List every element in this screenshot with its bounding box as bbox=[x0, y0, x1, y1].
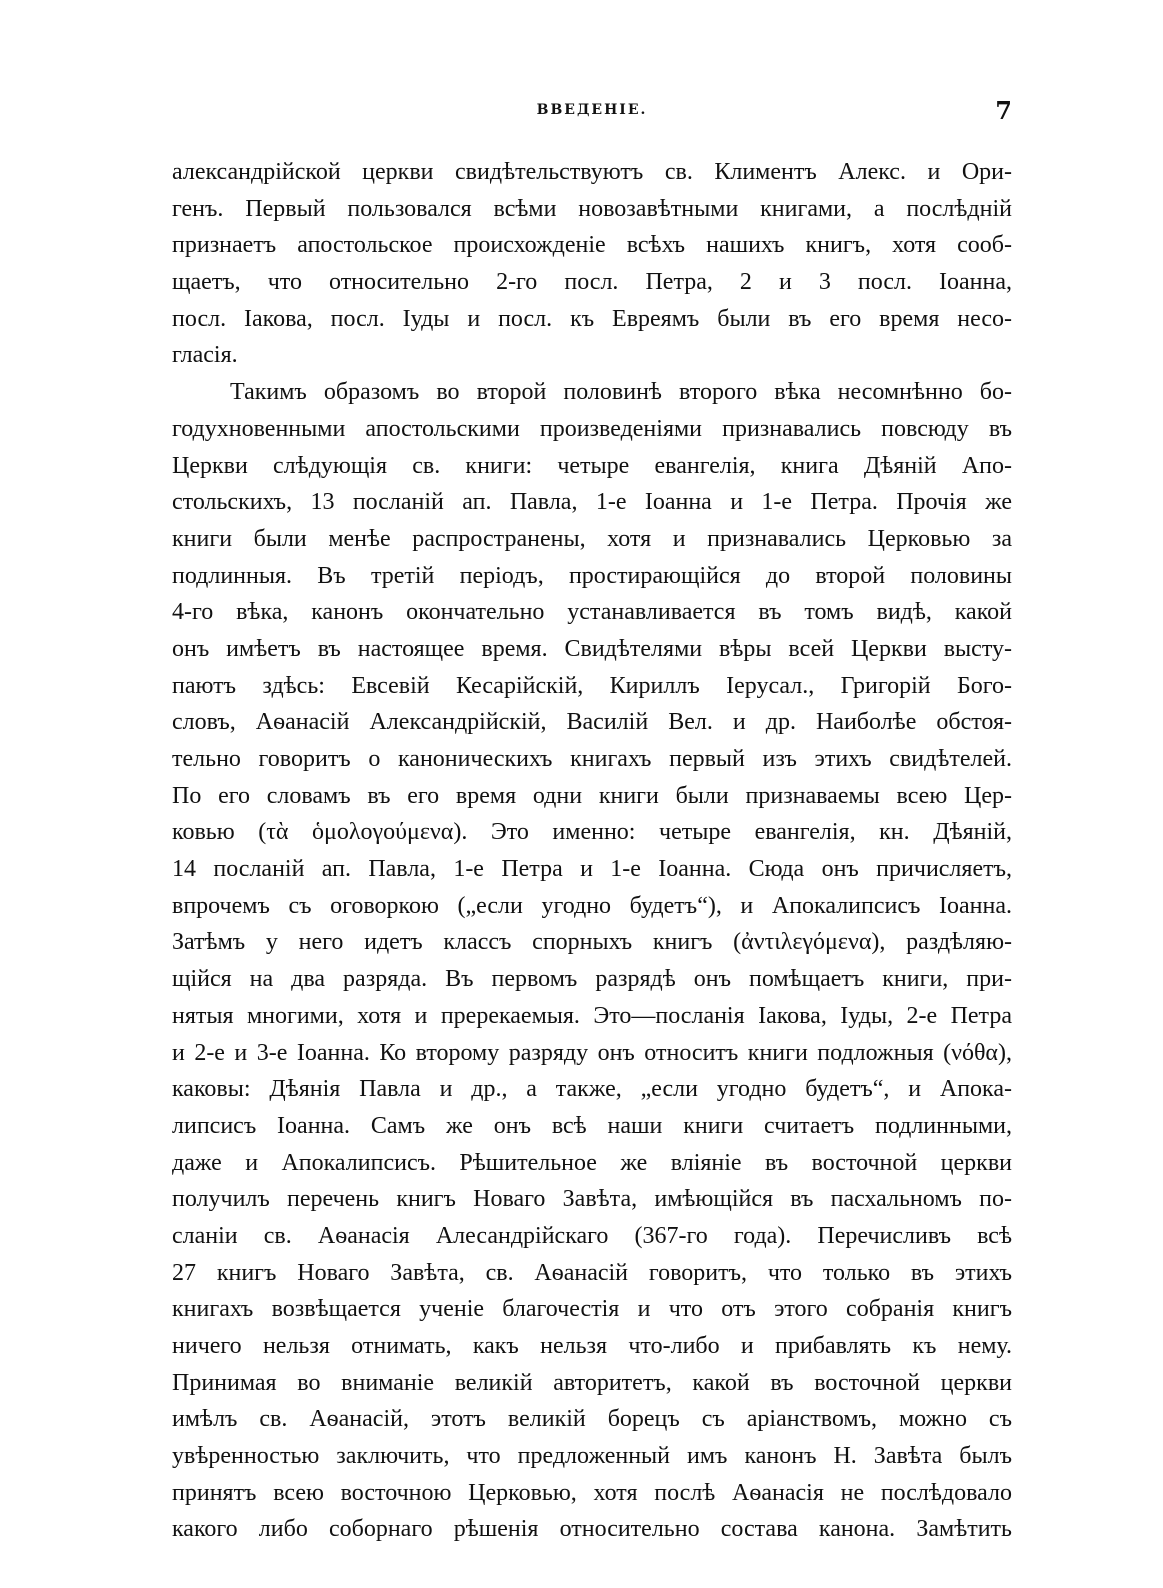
text-line: принятъ всею восточною Церковью, хотя послѣ Аѳанасія не послѣдовало bbox=[172, 1479, 1012, 1506]
text-line: какого либо соборнаго рѣшенія относительно состава канона. Замѣтить bbox=[172, 1516, 1012, 1543]
text-line: липсисъ Іоанна. Самъ же онъ всѣ наши книги считаетъ подлинными, bbox=[172, 1112, 1012, 1139]
text-line: 14 посланій ап. Павла, 1-е Петра и 1-е Іоанна. Сюда онъ причисляетъ, bbox=[172, 856, 1012, 883]
text-line: онъ имѣетъ въ настоящее время. Свидѣтелями вѣры всей Церкви высту- bbox=[172, 635, 1012, 662]
text-line: гласія. bbox=[172, 342, 238, 369]
text-line: и 2-е и 3-е Іоанна. Ко второму разряду онъ относитъ книги подложныя (νόθα), bbox=[172, 1039, 1012, 1066]
text-line: сланіи св. Аѳанасія Алесандрійскаго (367-го года). Перечисливъ всѣ bbox=[172, 1222, 1012, 1249]
text-line: Затѣмъ у него идетъ классъ спорныхъ книгъ (ἀντιλεγόμενα), раздѣляю- bbox=[172, 929, 1012, 956]
text-line: годухновенными апостольскими произведеніями признавались повсюду въ bbox=[172, 415, 1012, 442]
text-line: паютъ здѣсь: Евсевій Кесарійскій, Кириллъ Іерусал., Григорій Бого- bbox=[172, 672, 1012, 699]
text-line: словъ, Аѳанасій Александрійскій, Василій Вел. и др. Наиболѣе обстоя- bbox=[172, 709, 1012, 736]
text-line: впрочемъ съ оговоркою („если угодно будетъ“), и Апокалипсисъ Іоанна. bbox=[172, 892, 1012, 919]
page-number: 7 bbox=[995, 96, 1012, 125]
text-line: щаетъ, что относительно 2-го посл. Петра, 2 и 3 посл. Іоанна, bbox=[172, 269, 1012, 296]
text-line: стольскихъ, 13 посланій ап. Павла, 1-е Іоанна и 1-е Петра. Прочія же bbox=[172, 489, 1012, 516]
text-line: подлинныя. Въ третій періодъ, простирающійся до второй половины bbox=[172, 562, 1012, 589]
text-line: признаетъ апостольское происхожденіе всѣхъ нашихъ книгъ, хотя сооб- bbox=[172, 232, 1012, 259]
text-line: Такимъ образомъ во второй половинѣ второго вѣка несомнѣнно бо- bbox=[230, 379, 1012, 406]
text-line: каковы: Дѣянія Павла и др., а также, „если угодно будетъ“, и Апока- bbox=[172, 1076, 1012, 1103]
text-line: Принимая во вниманіе великій авторитетъ, какой въ восточной церкви bbox=[172, 1369, 1012, 1396]
text-line: посл. Іакова, посл. Іуды и посл. къ Евреямъ были въ его время несо- bbox=[172, 305, 1012, 332]
text-line: ковью (τὰ ὁμολογούμενα). Это именно: четыре евангелія, кн. Дѣяній, bbox=[172, 819, 1012, 846]
text-line: увѣренностью заключить, что предложенный имъ канонъ Н. Завѣта былъ bbox=[172, 1443, 1012, 1470]
text-line: ничего нельзя отнимать, какъ нельзя что-либо и прибавлять къ нему. bbox=[172, 1333, 1012, 1359]
text-line: 27 книгъ Новаго Завѣта, св. Аѳанасій говоритъ, что только въ этихъ bbox=[172, 1259, 1012, 1286]
text-line: нятыя многими, хотя и пререкаемыя. Это—посланія Іакова, Іуды, 2-е Петра bbox=[172, 1002, 1012, 1029]
text-line: александрійской церкви свидѣтельствуютъ св. Климентъ Алекс. и Ори- bbox=[172, 159, 1012, 185]
text-line: имѣлъ св. Аѳанасій, этотъ великій борецъ съ аріанствомъ, можно съ bbox=[172, 1406, 1012, 1433]
text-line: Церкви слѣдующія св. книги: четыре евангелія, книга Дѣяній Апо- bbox=[172, 452, 1012, 479]
body-text bbox=[172, 154, 1012, 1548]
text-line: генъ. Первый пользовался всѣми новозавѣтными книгами, а послѣдній bbox=[172, 195, 1012, 222]
running-title: ВВЕДЕНІЕ. bbox=[536, 102, 648, 118]
text-line: книгахъ возвѣщается ученіе благочестія и что отъ этого собранія книгъ bbox=[172, 1296, 1012, 1323]
text-line: 4-го вѣка, канонъ окончательно устанавливается въ томъ видѣ, какой bbox=[172, 599, 1012, 626]
page-header bbox=[172, 96, 1012, 128]
text-line: щійся на два разряда. Въ первомъ разрядѣ онъ помѣщаетъ книги, при- bbox=[172, 966, 1012, 993]
text-line: тельно говоритъ о каноническихъ книгахъ первый изъ этихъ свидѣтелей. bbox=[172, 746, 1012, 772]
text-line: получилъ перечень книгъ Новаго Завѣта, имѣющійся въ пасхальномъ по- bbox=[172, 1186, 1012, 1213]
text-line: даже и Апокалипсисъ. Рѣшительное же вліяніе въ восточной церкви bbox=[172, 1149, 1012, 1176]
text-line: По его словамъ въ его время одни книги были признаваемы всею Цер- bbox=[172, 782, 1012, 809]
text-line: книги были менѣе распространены, хотя и признавались Церковью за bbox=[172, 525, 1012, 552]
